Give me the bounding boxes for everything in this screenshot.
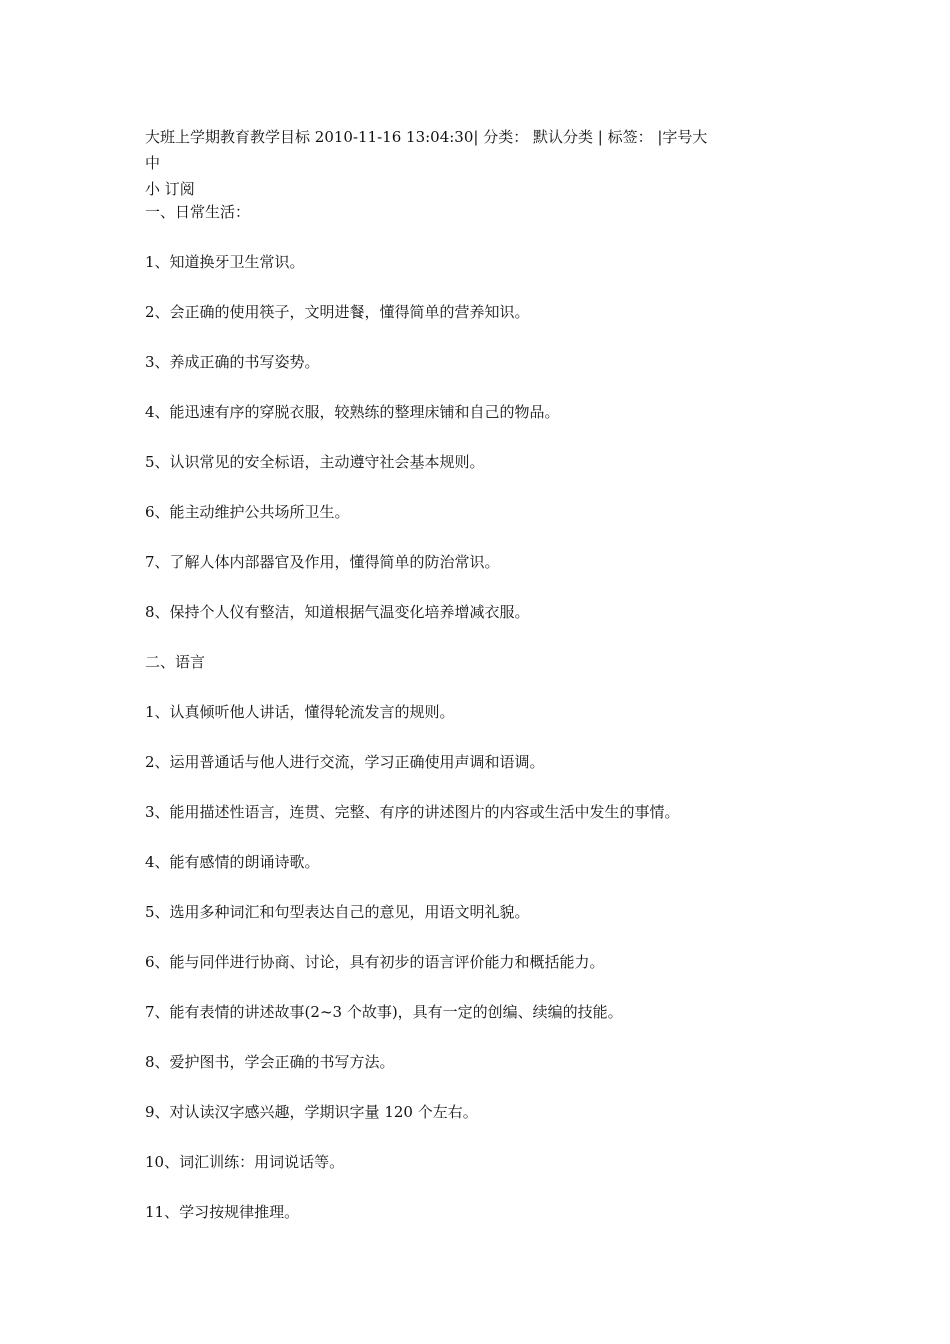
list-item: 6、能与同伴进行协商、讨论，具有初步的语言评价能力和概括能力。 xyxy=(145,953,605,971)
list-item: 5、选用多种词汇和句型表达自己的意见，用语文明礼貌。 xyxy=(145,903,530,921)
list-item: 8、爱护图书，学会正确的书写方法。 xyxy=(145,1053,395,1071)
list-item: 3、养成正确的书写姿势。 xyxy=(145,353,320,371)
list-item: 8、保持个人仪有整洁，知道根据气温变化培养增减衣服。 xyxy=(145,603,530,621)
list-item: 2、运用普通话与他人进行交流，学习正确使用声调和语调。 xyxy=(145,753,545,771)
document-body xyxy=(145,200,785,1225)
list-item: 9、对认读汉字感兴趣，学期识字量 120 个左右。 xyxy=(145,1103,478,1121)
list-item: 4、能迅速有序的穿脱衣服，较熟练的整理床铺和自己的物品。 xyxy=(145,403,560,421)
section-heading-daily-life: 一、日常生活： xyxy=(145,203,251,221)
list-item: 1、认真倾听他人讲话，懂得轮流发言的规则。 xyxy=(145,703,455,721)
post-header xyxy=(145,124,745,202)
list-item: 4、能有感情的朗诵诗歌。 xyxy=(145,853,320,871)
list-item: 10、词汇训练：用词说话等。 xyxy=(145,1153,345,1171)
list-item: 3、能用描述性语言，连贯、完整、有序的讲述图片的内容或生活中发生的事情。 xyxy=(145,803,680,821)
font-size-small-subscribe[interactable]: 小 订阅 xyxy=(145,180,195,198)
list-item: 11、学习按规律推理。 xyxy=(145,1203,300,1221)
list-item: 2、会正确的使用筷子，文明进餐，懂得简单的营养知识。 xyxy=(145,303,530,321)
post-title-meta-line: 大班上学期教育教学目标 2010-11-16 13:04:30| 分类： 默认分类 | 标签： |字号大 xyxy=(145,128,708,146)
list-item: 6、能主动维护公共场所卫生。 xyxy=(145,503,350,521)
section-heading-language: 二、语言 xyxy=(145,653,206,671)
list-item: 7、能有表情的讲述故事(2~3 个故事)，具有一定的创编、续编的技能。 xyxy=(145,1003,623,1021)
list-item: 5、认识常见的安全标语，主动遵守社会基本规则。 xyxy=(145,453,485,471)
font-size-option-medium[interactable]: 中 xyxy=(145,154,161,172)
list-item: 1、知道换牙卫生常识。 xyxy=(145,253,305,271)
list-item: 7、了解人体内部器官及作用，懂得简单的防治常识。 xyxy=(145,553,500,571)
